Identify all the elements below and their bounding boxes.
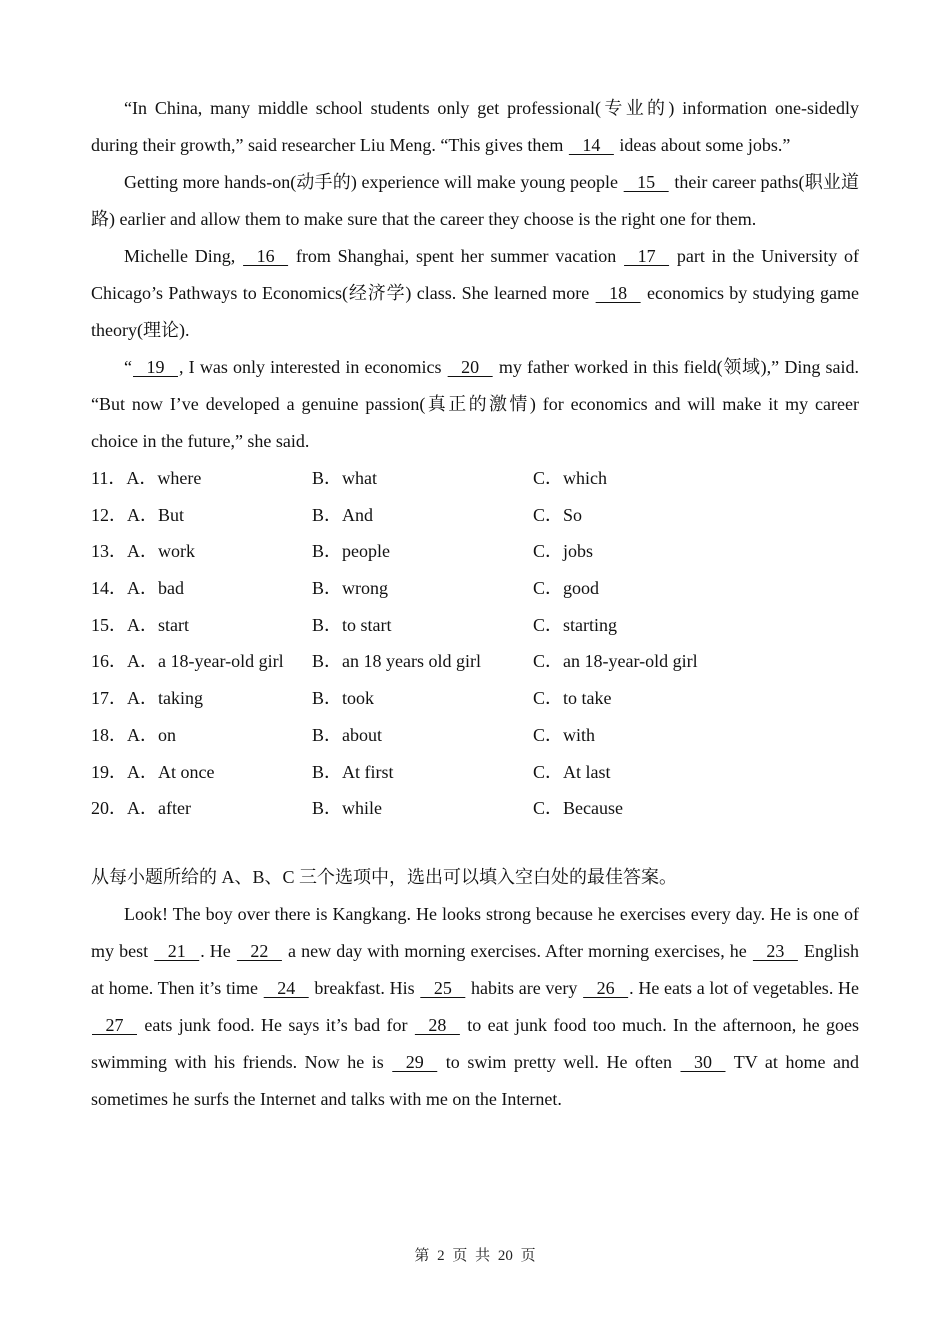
passage-text: their career paths(职业道路) earlier and allow them to make sure that the career they choose is the right one for them. — [91, 172, 859, 229]
question-row — [91, 533, 859, 570]
passage-text: to swim pretty well. He often — [438, 1051, 680, 1072]
passage-text: part in the University of Chicago’s Pathways to Economics(经济学) class. She learned more — [91, 246, 859, 303]
option-a: 18．A．on — [91, 724, 176, 745]
question-row — [91, 570, 859, 607]
answer-blank-27: 27 — [92, 1014, 137, 1035]
footer-total-pages: 20 — [497, 1248, 513, 1264]
option-b: B．took — [312, 688, 375, 709]
passage-text: to eat junk food too much. In the afternoon, he goes swimming with his friends. Now he is — [91, 1014, 859, 1072]
answer-blank-25: 25 — [420, 977, 466, 998]
footer-text: 第 — [414, 1248, 430, 1264]
footer-text: 页 — [452, 1248, 468, 1264]
passage-text: Getting more hands-on(动手的) experience will make young people — [124, 172, 623, 192]
passage-one — [91, 90, 859, 460]
answer-blank-18: 18 — [595, 283, 641, 303]
answer-blank-17: 17 — [624, 246, 670, 266]
option-c: C．good — [533, 578, 600, 599]
option-a: 15．A．start — [91, 614, 189, 635]
answer-blank-26: 26 — [583, 977, 629, 998]
question-row — [91, 460, 859, 497]
question-row — [91, 680, 859, 717]
footer-text: 共 — [475, 1248, 491, 1264]
paragraph — [91, 164, 859, 238]
passage-text: economics by studying game theory(理论). — [91, 283, 859, 340]
option-b: B．an 18 years old girl — [312, 651, 481, 672]
option-b: B．wrong — [312, 578, 388, 599]
option-c: C．Because — [533, 798, 623, 819]
option-b: B．At first — [312, 761, 394, 782]
option-c: C．which — [533, 468, 607, 488]
option-c: C．So — [533, 504, 583, 525]
passage-text: habits are very — [466, 977, 583, 998]
answer-blank-29: 29 — [392, 1051, 438, 1072]
question-row — [91, 607, 859, 644]
option-a: 11．A．where — [91, 468, 202, 488]
answer-blank-16: 16 — [243, 246, 289, 266]
passage-text: TV at home and sometimes he surfs the Internet and talks with me on the Internet. — [91, 1051, 859, 1109]
passage-text: eats junk food. He says it’s bad for — [138, 1014, 414, 1035]
question-row — [91, 643, 859, 680]
passage-text: breakfast. His — [309, 977, 420, 998]
question-row — [91, 497, 859, 534]
section-instruction: 从每小题所给的 A、B、C 三个选项中，选出可以填入空白处的最佳答案。 — [91, 866, 678, 887]
option-b: B．And — [312, 504, 374, 525]
passage-text: “In China, many middle school students only get professional(专业的) information one-sidedly during their growth,” said researcher Liu Meng. “This gives them — [91, 98, 859, 155]
answer-blank-22: 22 — [236, 940, 282, 961]
answer-blank-20: 20 — [447, 357, 493, 377]
answer-blank-23: 23 — [752, 940, 798, 961]
document-page — [91, 90, 859, 1118]
footer-text: 页 — [520, 1248, 536, 1264]
question-row — [91, 754, 859, 791]
option-c: C．At last — [533, 761, 611, 782]
question-row — [91, 790, 859, 827]
passage-text: my father worked in this field(领域),” Ding said. “But now I’ve developed a genuine passion(真正的激情) for economics and will make it my career choice in the future,” she said. — [91, 357, 859, 451]
option-b: B．to start — [312, 614, 392, 635]
passage-text: from Shanghai, spent her summer vacation — [289, 246, 624, 266]
answer-blank-21: 21 — [154, 940, 200, 961]
passage-two — [91, 896, 859, 1118]
paragraph — [91, 90, 859, 164]
answer-blank-24: 24 — [263, 977, 309, 998]
options-list — [91, 460, 859, 827]
option-a: 12．A．But — [91, 504, 185, 525]
option-b: B．about — [312, 724, 382, 745]
answer-blank-19: 19 — [133, 357, 178, 377]
answer-blank-15: 15 — [623, 172, 669, 192]
page-footer — [0, 1244, 950, 1265]
option-c: C．starting — [533, 614, 617, 635]
question-row — [91, 717, 859, 754]
option-c: C．an 18-year-old girl — [533, 651, 698, 672]
paragraph — [91, 896, 859, 1118]
option-c: C．jobs — [533, 541, 594, 562]
passage-text: Look! The boy over there is Kangkang. He looks strong because he exercises every day. He is one of my best — [91, 903, 859, 961]
option-b: B．while — [312, 798, 382, 819]
answer-blank-30: 30 — [680, 1051, 726, 1072]
passage-text: English at home. Then it’s time — [91, 940, 859, 998]
passage-text: a new day with morning exercises. After morning exercises, he — [282, 940, 752, 961]
passage-text: . He eats a lot of vegetables. He — [629, 977, 860, 998]
answer-blank-28: 28 — [414, 1014, 460, 1035]
option-a: 16．A．a 18-year-old girl — [91, 651, 284, 672]
passage-text: Michelle Ding, — [124, 246, 243, 266]
option-a: 13．A．work — [91, 541, 195, 562]
option-c: C．with — [533, 724, 596, 745]
option-c: C．to take — [533, 688, 612, 709]
passage-text: . He — [200, 940, 236, 961]
option-a: 17．A．taking — [91, 688, 203, 709]
option-a: 20．A．after — [91, 798, 191, 819]
footer-page-number: 2 — [437, 1248, 445, 1264]
paragraph — [91, 349, 859, 460]
option-a: 14．A．bad — [91, 578, 184, 599]
option-a: 19．A．At once — [91, 761, 215, 782]
option-b: B．what — [312, 468, 377, 488]
passage-text: , I was only interested in economics — [179, 357, 447, 377]
passage-text: ideas about some jobs.” — [614, 135, 791, 155]
paragraph — [91, 238, 859, 349]
option-b: B．people — [312, 541, 390, 562]
answer-blank-14: 14 — [568, 135, 614, 155]
passage-text: “ — [124, 357, 132, 377]
